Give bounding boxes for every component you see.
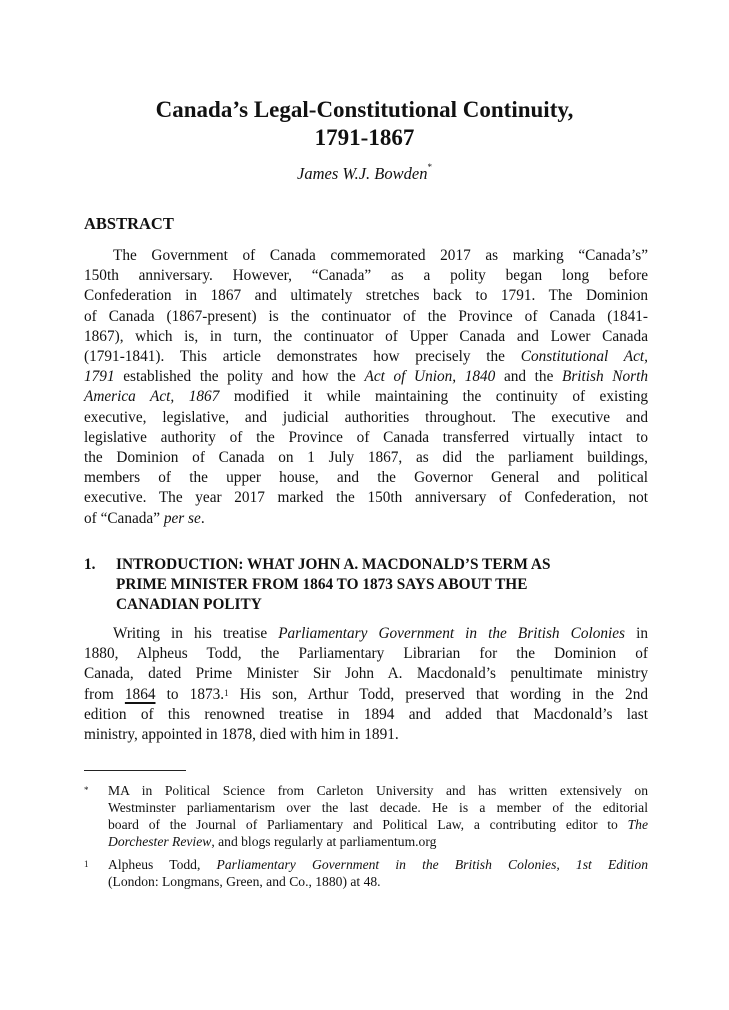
abstract-paragraph: The Government of Canada commemorated 2017 as marking “Canada’s” 150th anniversary. However, “Canada” as a polity began long before Confederation in 1867 and ultimately stretches back to 1791. The Dominion of Canada (1867-present) is the continuator of the Province of Canada (1841- 1867), which is, in turn, the continuator of Upper Canada and Lower Canada (1791-1841). This article demonstrates how precisely the Constitutional Act, 1791 established the polity and how the Act of Union, 1840 and the British North America Act, 1867 modified it while maintaining the continuity of existing executive, legislative, and judicial authorities throughout. The executive and legislative authority of the Province of Canada transferred virtually intact to the Dominion of Canada on 1 July 1867, as did the parliament buildings, members of the upper house, and the Governor General and political executive. The year 2017 marked the 150th anniversary of Confederation, not of “Canada” per se.: [84, 247, 648, 527]
footnote-ref-1[interactable]: 1: [224, 687, 229, 698]
document-page: Canada’s Legal-Constitutional Continuity, 1791-1867 James W.J. Bowden* ABSTRACT The Government of Canada commemorated 2017 as marking “Canada’s” 150th anniversary. However, “Canada” as a polity began long before Confederation in 1867 and ultimately stretches back to 1791. The Dominion of Canada (1867-present) is the continuator of the Province of Canada (1841- 1867), which is, in turn, the continuator of Upper Canada and Lower Canada (1791-1841). This article demonstrates how precisely the Constitutional Act, 1791 established the polity and how the Act of Union, 1840 and the British North America Act, 1867 modified it while maintaining the continuity of existing executive, legislative, and judicial authorities throughout. The executive and legislative authority of the Province of Canada transferred virtually intact to the Dominion of Canada on 1 July 1867, as did the parliament buildings, members of the upper house, and the Governor General and political executive. The year 2017 marked the 150th anniversary of Confederation, not of “Canada” per se. 1. INTRODUCTION: WHAT JOHN A. MACDONALD’S TERM AS PRIME MINISTER FROM 1864 TO 1873 SAYS ABOUT THE CANADIAN POLITY Writing in his treatise Parliamentary Government in the British Colonies in 1880, Alpheus Todd, the Parliamentary Librarian for the Dominion of Canada, dated Prime Minister Sir John A. Macdonald’s penultimate ministry from 1864 to 1873.$^1$ His son, Arthur Todd, preserved that wording in the 2nd edition of this renowned treatise in 1894 and added that Macdonald’s last ministry, appointed in 1878, died with him in 1891. * MA in Political Science from Carleton University and has written extensively on Westminster parliamentarism over the last decade. He is a member of the editorial board of the Journal of Parliamentary and Political Law, a contributing editor to The Dorchester Review, and blogs regularly at parliamentum.org 1 Alpheus Todd, Parliamentary Government in the British Colonies, 1st Edition (London: Longmans, Green, and Co., 1880) at 48.: [0, 0, 729, 1010]
paper-title: [0, 96, 729, 152]
author-name: James W.J. Bowden*: [297, 162, 432, 183]
section-number: 1.: [84, 556, 96, 573]
title-line-2: 1791-1867: [314, 125, 415, 150]
abstract-heading: ABSTRACT: [84, 214, 174, 233]
cited-act-title: America Act, 1867: [84, 388, 220, 406]
cited-book-title: Parliamentary Government in the British Colonies: [278, 625, 626, 642]
footnote-separator: [84, 770, 186, 771]
cited-act-title: Constitutional Act,: [520, 348, 648, 366]
footnote-mark: *: [84, 785, 89, 795]
author-footnote-mark[interactable]: *: [427, 162, 432, 172]
underlined-year: 1864: [124, 685, 156, 703]
journal-title: Dorchester Review: [108, 834, 212, 849]
title-line-1: Canada’s Legal-Constitutional Continuity,: [155, 97, 574, 122]
footnote-mark: 1: [84, 859, 89, 869]
cited-act-title: Act of Union, 1840: [364, 368, 496, 386]
cited-book-title: Parliamentary Government in the British Colonies, 1st Edition: [216, 857, 648, 872]
cited-act-title: 1791: [84, 368, 115, 386]
cited-act-title: British North: [562, 368, 648, 386]
intro-paragraph: Writing in his treatise Parliamentary Government in the British Colonies in 1880, Alpheus Todd, the Parliamentary Librarian for the Dominion of Canada, dated Prime Minister Sir John A. Macdonald’s penultimate ministry from 1864 to 1873.$^1$ His son, Arthur Todd, preserved that wording in the 2nd edition of this renowned treatise in 1894 and added that Macdonald’s last ministry, appointed in 1878, died with him in 1891.: [84, 625, 648, 744]
